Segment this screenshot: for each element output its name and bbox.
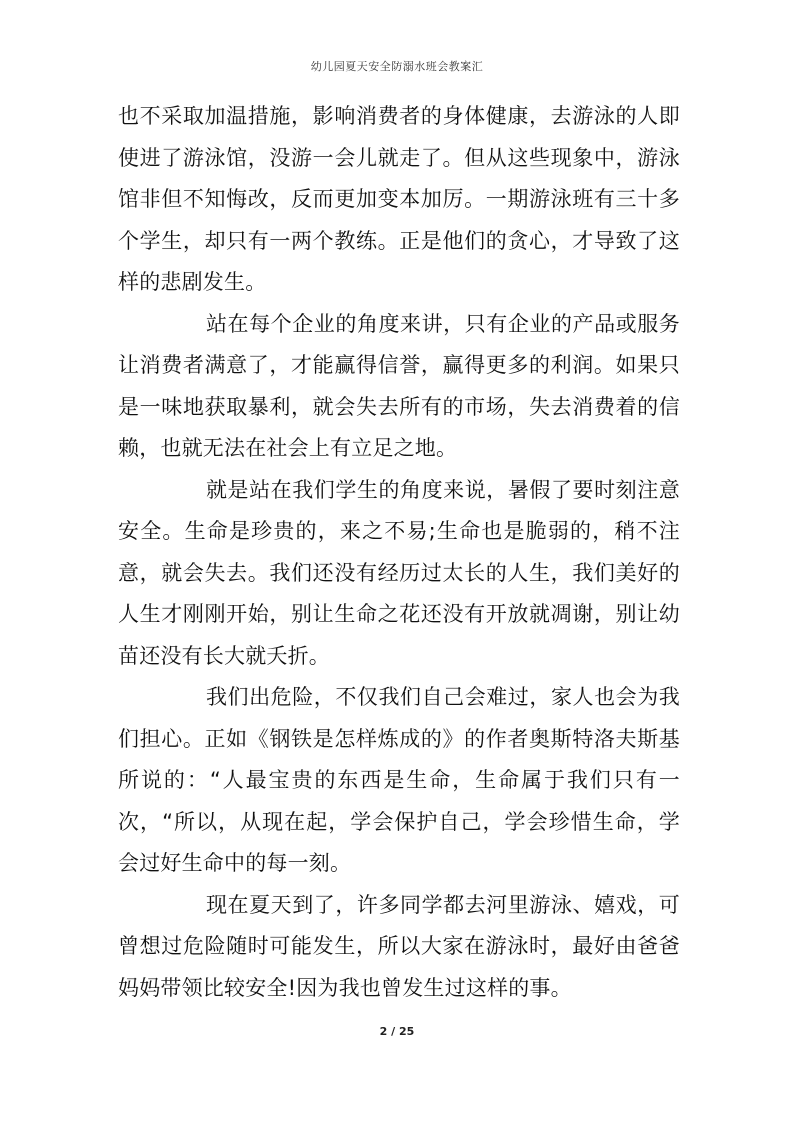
document-body [118, 96, 680, 1009]
paragraph-2: 站在每个企业的角度来讲，只有企业的产品或服务让消费者满意了，才能赢得信誉，赢得更多的利润。如果只是一味地获取暴利，就会失去所有的市场，失去消费着的信赖，也就无法在社会上有立足之地。 [118, 311, 680, 460]
page-number: 2 / 25 [379, 1025, 415, 1038]
page-header: 幼儿园夏天安全防溺水班会教案汇 [310, 60, 484, 73]
paragraph-3: 就是站在我们学生的角度来说，暑假了要时刻注意安全。生命是珍贵的，来之不易;生命也是脆弱的，稍不注意，就会失去。我们还没有经历过太长的人生，我们美好的人生才刚刚开始，别让生命之花还没有开放就凋谢，别让幼苗还没有长大就夭折。 [118, 477, 680, 668]
paragraph-5: 现在夏天到了，许多同学都去河里游泳、嬉戏，可曾想过危险随时可能发生，所以大家在游泳时，最好由爸爸妈妈带领比较安全!因为我也曾发生过这样的事。 [118, 892, 680, 1000]
paragraph-4: 我们出危险，不仅我们自己会难过，家人也会为我们担心。正如《钢铁是怎样炼成的》的作者奥斯特洛夫斯基所说的：“人最宝贵的东西是生命，生命属于我们只有一次，“所以，从现在起，学会保护自己，学会珍惜生命，学会过好生命中的每一刻。 [118, 685, 680, 875]
paragraph-1: 也不采取加温措施，影响消费者的身体健康，去游泳的人即使进了游泳馆，没游一会儿就走了。但从这些现象中，游泳馆非但不知悔改，反而更加变本加厉。一期游泳班有三十多个学生，却只有一两个教练。正是他们的贪心，才导致了这样的悲剧发生。 [118, 104, 680, 294]
